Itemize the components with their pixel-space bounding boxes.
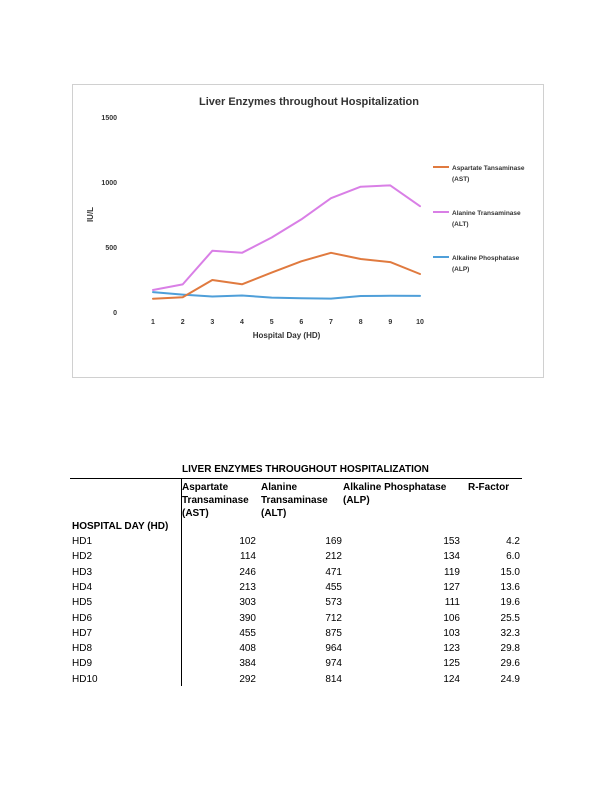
cell-ast: 303: [239, 597, 256, 609]
cell-day: HD4: [72, 581, 93, 593]
cell-ast: 292: [239, 673, 256, 685]
x-tick-label: 1: [151, 319, 155, 326]
y-tick-label: 500: [105, 245, 117, 252]
cell-alt: 814: [325, 673, 342, 685]
cell-r: 29.6: [500, 658, 520, 670]
cell-ast: 384: [239, 658, 256, 670]
cell-day: HD1: [72, 536, 93, 547]
cell-r: 25.5: [500, 612, 520, 624]
cell-alt: 455: [325, 581, 342, 593]
cell-ast: 390: [239, 612, 256, 624]
cell-alp: 111: [444, 597, 460, 609]
header-ast: Aspartate Transaminase (AST): [182, 482, 249, 519]
table-row: [70, 551, 522, 566]
cell-day: HD9: [72, 658, 93, 670]
x-tick-label: 2: [180, 319, 185, 326]
cell-r: 13.6: [500, 581, 520, 593]
y-tick-label: 1500: [101, 115, 117, 122]
cell-day: HD5: [72, 597, 93, 609]
cell-alp: 106: [443, 612, 460, 624]
legend-label-0: Aspartate Tansaminase: [452, 165, 525, 172]
cell-alp: 123: [443, 643, 460, 655]
header-r-factor: R-Factor: [468, 482, 510, 493]
legend-label-1: (ALT): [452, 221, 469, 228]
cell-r: 6.0: [506, 551, 520, 563]
cell-ast: 114: [240, 551, 256, 563]
line-chart: [73, 85, 545, 379]
cell-ast: 102: [239, 536, 256, 547]
cell-ast: 408: [239, 643, 256, 655]
y-axis-label: IU/L: [86, 206, 95, 223]
table-header-rule: [70, 478, 522, 479]
header-hospital-day: HOSPITAL DAY (HD): [72, 521, 169, 532]
cell-ast: 246: [239, 566, 256, 578]
x-tick-label: 4: [240, 319, 244, 326]
cell-ast: 213: [239, 581, 256, 593]
x-tick-label: 8: [358, 319, 363, 326]
cell-alt: 875: [325, 627, 342, 639]
cell-alp: 153: [443, 536, 460, 547]
legend-label-2: (ALP): [452, 266, 470, 273]
series-line-1: [153, 185, 420, 290]
series-line-0: [153, 253, 420, 299]
x-tick-label: 6: [299, 319, 304, 326]
cell-r: 29.8: [500, 643, 520, 655]
cell-alp: 119: [444, 566, 460, 578]
y-tick-label: 0: [113, 310, 117, 317]
header-alp: Alkaline Phosphatase (ALP): [343, 482, 447, 506]
table-row: [70, 613, 522, 628]
x-tick-label: 5: [269, 319, 274, 326]
cell-alt: 964: [325, 643, 342, 655]
cell-day: HD8: [72, 643, 93, 655]
cell-day: HD2: [72, 551, 93, 563]
table-row: [70, 536, 522, 551]
table-row: [70, 658, 522, 673]
cell-alp: 103: [443, 627, 460, 639]
table-row: [70, 643, 522, 658]
table-row: [70, 597, 522, 612]
cell-ast: 455: [239, 627, 256, 639]
table-title: LIVER ENZYMES THROUGHOUT HOSPITALIZATION: [182, 464, 429, 475]
cell-r: 19.6: [500, 597, 520, 609]
cell-alp: 124: [443, 673, 460, 685]
cell-r: 15.0: [500, 566, 520, 578]
chart-title: Liver Enzymes throughout Hospitalization: [198, 96, 420, 108]
x-tick-label: 10: [416, 319, 424, 326]
x-tick-label: 9: [388, 319, 393, 326]
cell-alt: 471: [325, 566, 342, 578]
x-tick-label: 7: [329, 319, 333, 326]
table-row: [70, 582, 522, 597]
legend-label-0: (AST): [452, 176, 470, 183]
legend-label-2: Alkaline Phosphatase: [452, 255, 520, 262]
header-alt: Alanine Transaminase (ALT): [261, 482, 328, 519]
y-tick-label: 1000: [101, 180, 117, 187]
cell-alp: 127: [443, 581, 460, 593]
x-tick-label: 3: [210, 319, 215, 326]
cell-day: HD7: [72, 627, 93, 639]
cell-r: 24.9: [500, 673, 520, 685]
table-row: [70, 567, 522, 582]
cell-day: HD6: [72, 612, 93, 624]
chart-frame: [72, 84, 544, 378]
cell-alt: 573: [325, 597, 342, 609]
x-axis-label: Hospital Day (HD): [252, 331, 321, 340]
legend-label-1: Alanine Transaminase: [452, 210, 521, 217]
table-row: [70, 674, 522, 689]
table-row: [70, 628, 522, 643]
cell-alp: 134: [443, 551, 460, 563]
cell-day: HD10: [72, 673, 98, 685]
cell-alt: 212: [325, 551, 342, 563]
cell-alp: 125: [443, 658, 460, 670]
cell-day: HD3: [72, 566, 93, 578]
series-line-2: [153, 292, 420, 299]
cell-alt: 974: [325, 658, 342, 670]
cell-r: 32.3: [500, 627, 520, 639]
cell-r: 4.2: [506, 536, 520, 547]
cell-alt: 169: [325, 536, 342, 547]
cell-alt: 712: [325, 612, 342, 624]
